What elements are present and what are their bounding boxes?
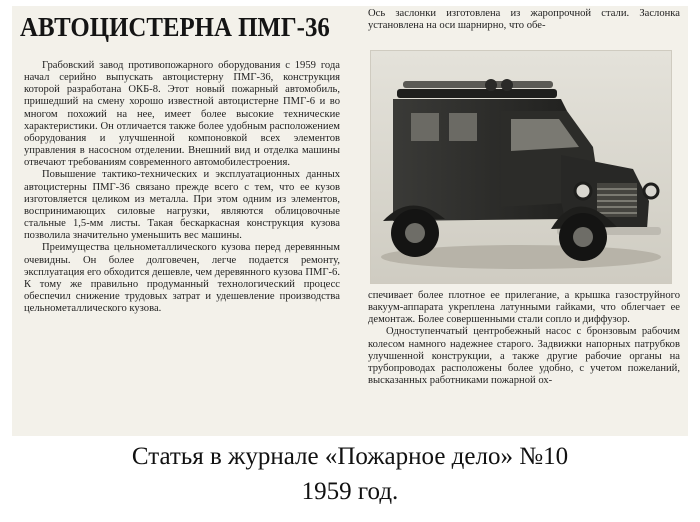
left-column [24, 60, 340, 315]
paragraph: Грабовский завод противопожарного оборудования с 1959 года начал серийно выпускать автоцистерну ПМГ-36, конструкция которой разработана ОКБ-8. Этот новый пожарный автомобиль, пришедший на смену хорошо известной автоцистерне ПМГ-6 и во многом похожий на нее, имеет более высокие технические характеристики. Он отличается также более удобным расположением оборудования и улучшенной компоновкой всех элементов управления в насосном отделении. Внешний вид и отделка машины отвечают требованиям современного автомобилестроения. [24, 60, 340, 169]
paragraph: спечивает более плотное ее прилегание, а крышка газоструйного вакуум-аппарата укреплена латунными гайками, что облегчает ее демонтаж. Более совершенными стали сопло и диффузор. [368, 290, 680, 326]
paragraph: Повышение тактико-технических и эксплуатационных данных автоцистерны ПМГ-36 связано прежде всего с тем, что ее кузов изготовляется целиком из металла. При этом одним из элементов, воспринимающих силовые нагрузки, являются облицовочные стальные 1,5-мм листы. Такая бескаркасная конструкция кузова позволила значительно уменьшить вес машины. [24, 169, 340, 242]
fire-truck-photo [370, 50, 672, 284]
caption-line-1: Статья в журнале «Пожарное дело» №10 [131, 443, 569, 470]
caption-line-2: 1959 год. [301, 478, 399, 505]
paragraph: Одноступенчатый центробежный насос с бронзовым рабочим колесом намного надежнее старого. Задвижки напорных патрубков улучшенной конструкции, а также другие рабочие органы на трубопроводах расположены более удобно, с учетом пожеланий, высказанных работниками пожарной ох- [368, 326, 680, 387]
paragraph: Преимущества цельнометаллического кузова перед деревянным очевидны. Он более долговечен, легче подается ремонту, эксплуатация его обходится дешевле, чем деревянного кузова ПМГ-6. К тому же правильно продуманный технологический процесс обеспечил снижение трудовых затрат и удешевление производства цельнометаллического кузова. [24, 242, 340, 315]
right-column-top [368, 8, 680, 32]
paragraph: Ось заслонки изготовлена из жаропрочной стали. Заслонка установлена на оси шарнирно, что обе- [368, 8, 680, 32]
fire-truck-illustration [371, 51, 671, 283]
article-title: АВТОЦИСТЕРНА ПМГ-36 [20, 12, 330, 42]
right-column-bottom [368, 290, 680, 387]
